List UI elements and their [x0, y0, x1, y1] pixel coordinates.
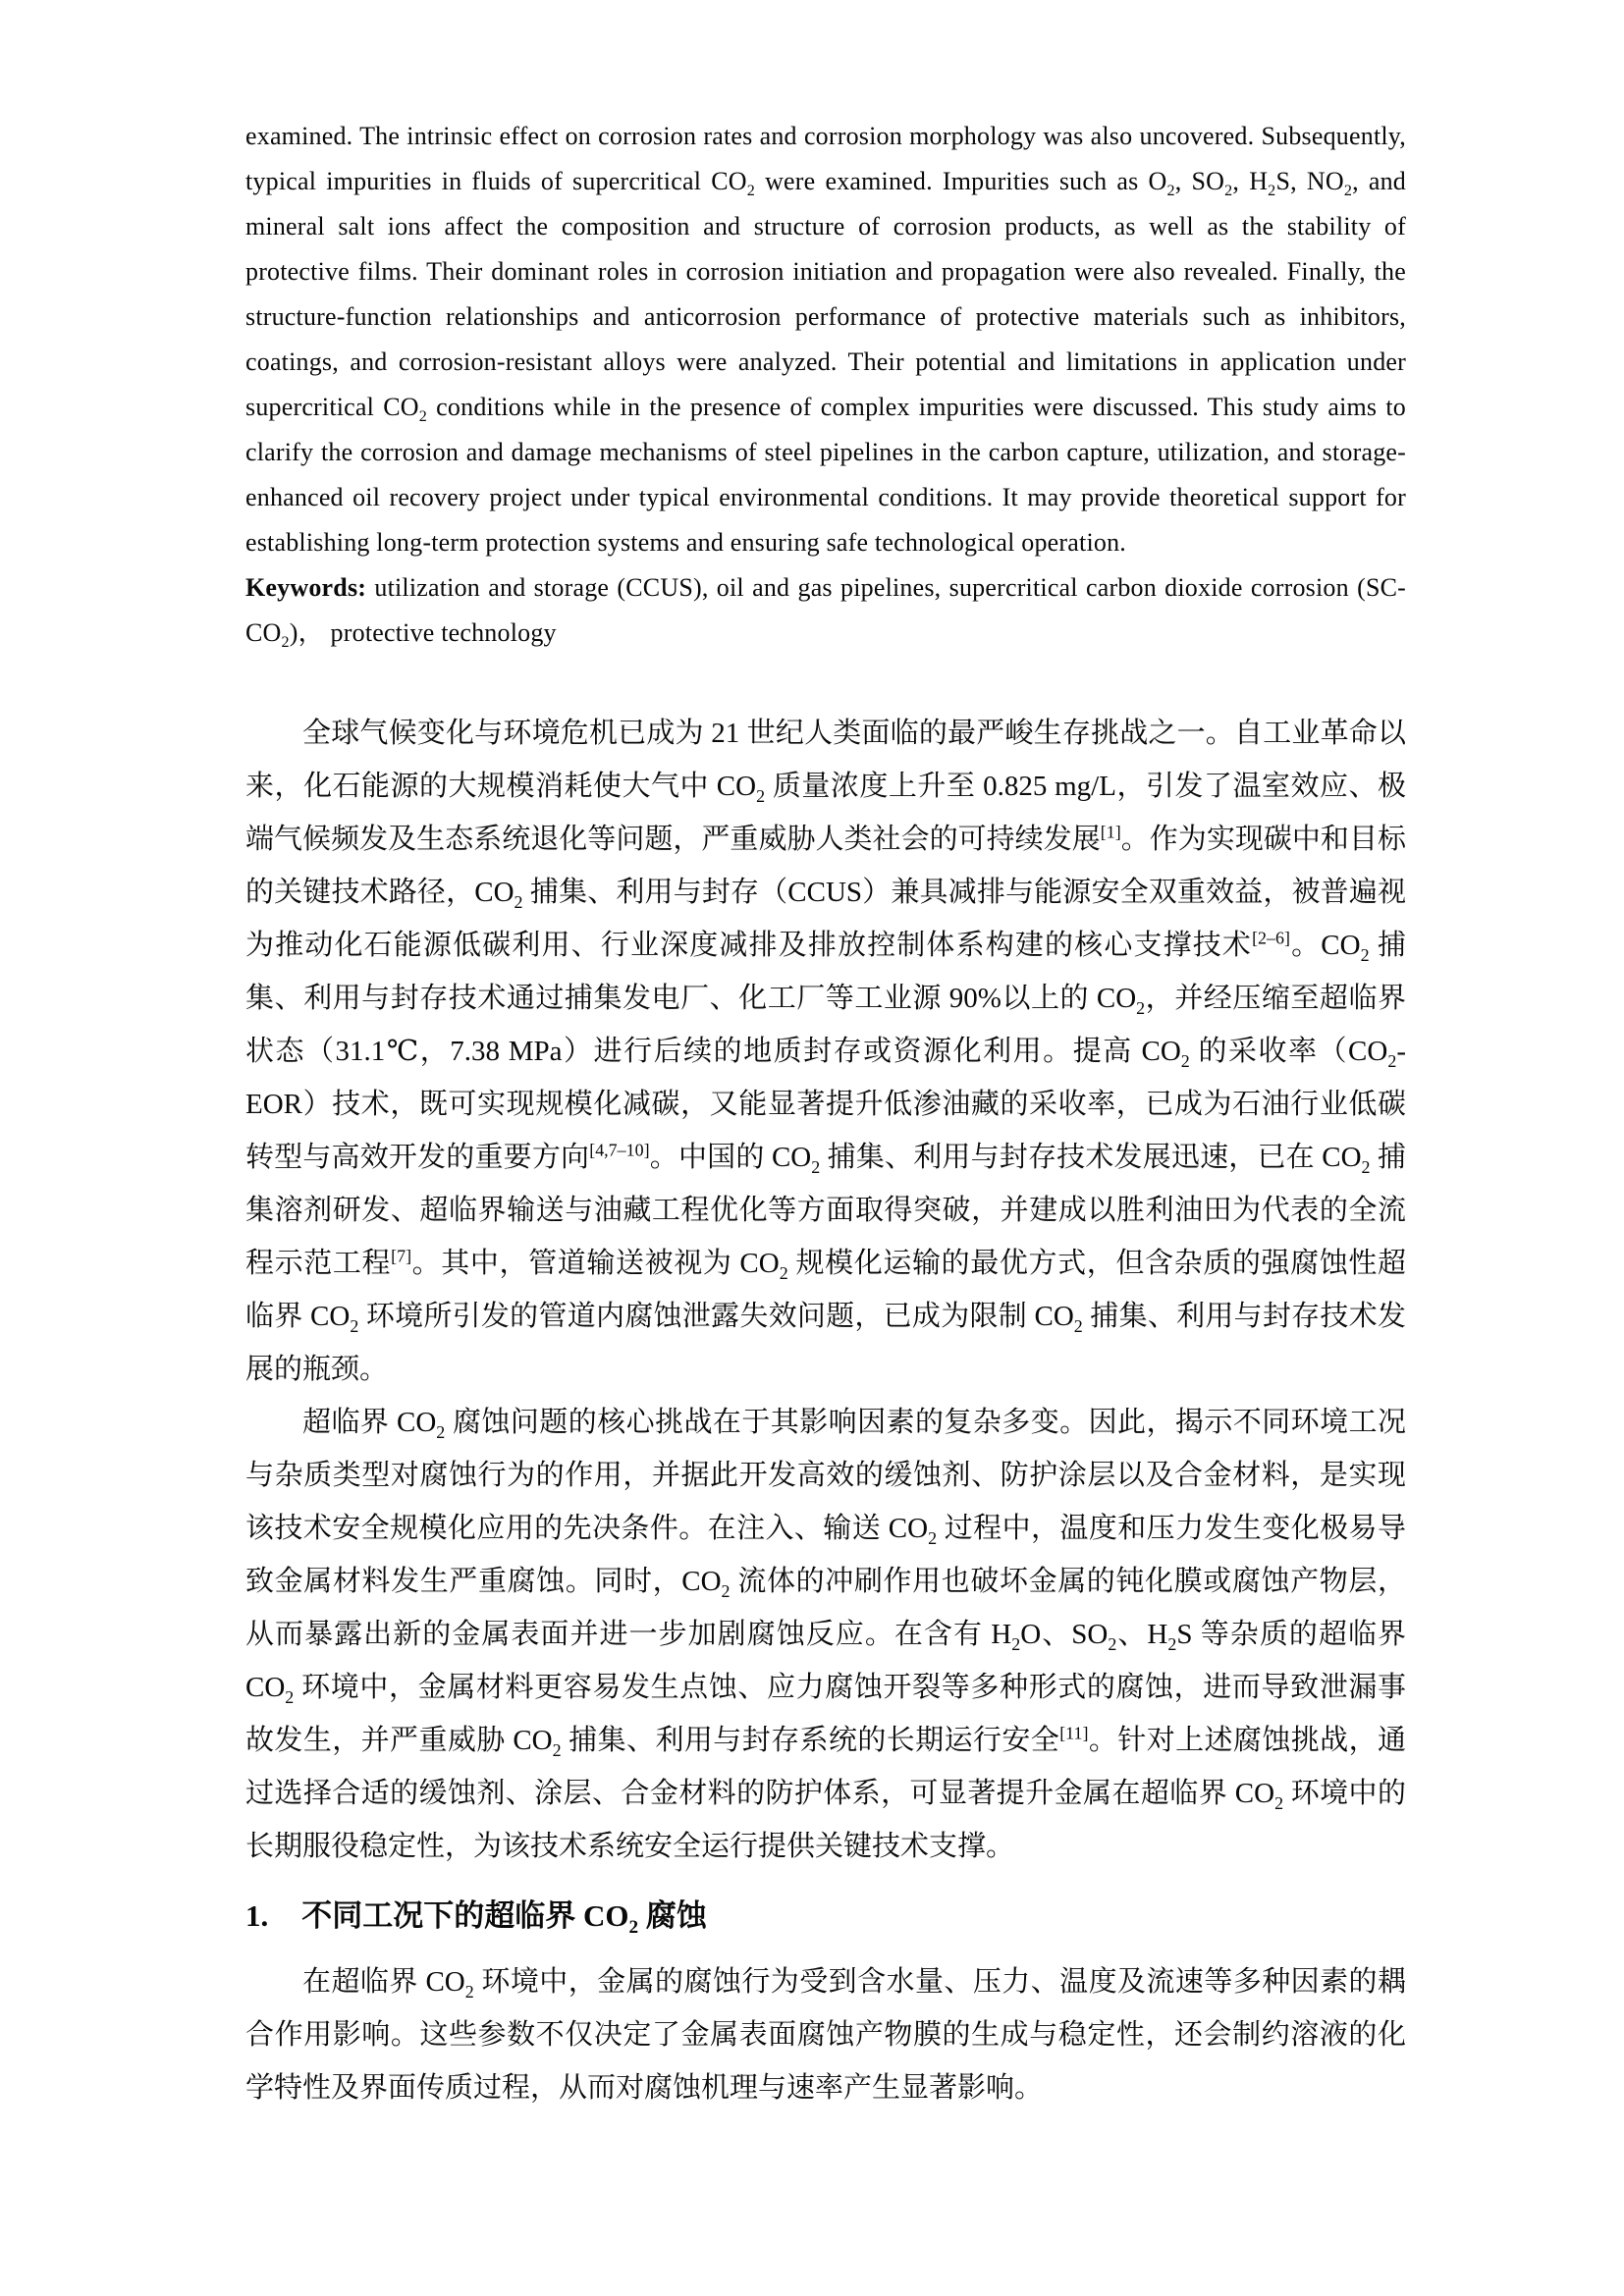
intro-paragraph-2: 超临界 $CO_2$ 腐蚀问题的核心挑战在于其影响因素的复杂多变。因此，揭示不同环境工况与杂质类型对腐蚀行为的作用，并据此开发高效的缓蚀剂、防护涂层以及合金材料，是实现该技术安全规模化应用的先决条件。在注入、输送 $CO_2$ 过程中，温度和压力发生变化极易导致金属材料发生严重腐蚀。同时，$CO_2$ 流体的冲刷作用也破坏金属的钝化膜或腐蚀产物层，从而暴露出新的金属表面并进一步加剧腐蚀反应。在含有 $H_2O$、$SO_2$、$H_2S$ 等杂质的超临界 $CO_2$ 环境中，金属材料更容易发生点蚀、应力腐蚀开裂等多种形式的腐蚀，进而导致泄漏事故发生，并严重威胁 $CO_2$ 捕集、利用与封存系统的长期运行安全[11]。针对上述腐蚀挑战，通过选择合适的缓蚀剂、涂层、合金材料的防护体系，可显著提升金属在超临界 $CO_2$ 环境中的长期服役稳定性，为该技术系统安全运行提供关键技术支撑。	[245, 1407, 1407, 1862]
section-1-title: 不同工况下的超临界 $CO_2$ 腐蚀	[301, 1898, 707, 1939]
abstract-section	[245, 114, 1406, 656]
introduction-section	[245, 707, 1406, 1873]
abstract-continuation-text: examined. The intrinsic effect on corrosion rates and corrosion morphology was also uncovered. Subsequently, typical impurities in fluids of supercritical $CO_2$ were examined. Impurities such as $O_2$, $SO_2$, $H_2S$, $NO_2$, and mineral salt ions affect the composition and structure of corrosion products, as well as the stability of protective films. Their dominant roles in corrosion initiation and propagation were also revealed. Finally, the structure-function relationships and anticorrosion performance of protective materials such as inhibitors, coatings, and corrosion-resistant alloys were analyzed. Their potential and limitations in application under supercritical $CO_2$ conditions while in the presence of complex impurities were discussed. This study aims to clarify the corrosion and damage mechanisms of steel pipelines in the carbon capture, utilization, and storage-enhanced oil recovery project under typical environmental conditions. It may provide theoretical support for establishing long-term protection systems and ensuring safe technological operation.	[245, 122, 1407, 557]
keywords-line: Keywords: utilization and storage (CCUS), oil and gas pipelines, supercritical carbon dioxide corrosion $(SC-CO_2)$， protective technology	[245, 573, 1406, 652]
section-1-paragraph: 在超临界 $CO_2$ 环境中，金属的腐蚀行为受到含水量、压力、温度及流速等多种因素的耦合作用影响。这些参数不仅决定了金属表面腐蚀产物膜的生成与稳定性，还会制约溶液的化学特性及界面传质过程，从而对腐蚀机理与速率产生显著影响。	[245, 1966, 1406, 2104]
section-1-number: 1.	[245, 1898, 269, 1933]
section-1-heading	[245, 1885, 1406, 1948]
intro-paragraph-1: 全球气候变化与环境危机已成为 21 世纪人类面临的最严峻生存挑战之一。自工业革命以来，化石能源的大规模消耗使大气中 $CO_2$ 质量浓度上升至 0.825 mg/L，引发了温室效应、极端气候频发及生态系统退化等问题，严重威胁人类社会的可持续发展[1]。作为实现碳中和目标的关键技术路径，$CO_2$ 捕集、利用与封存（CCUS）兼具减排与能源安全双重效益，被普遍视为推动化石能源低碳利用、行业深度减排及排放控制体系构建的核心支撑技术[2–6]。$CO_2$ 捕集、利用与封存技术通过捕集发电厂、化工厂等工业源 90%以上的 $CO_2$，并经压缩至超临界状态（31.1℃，7.38 MPa）进行后续的地质封存或资源化利用。提高 $CO_2$ 的采收率$(CO_2-EOR)$技术，既可实现规模化减碳，又能显著提升低渗油藏的采收率，已成为石油行业低碳转型与高效开发的重要方向[4,7–10]。中国的 $CO_2$ 捕集、利用与封存技术发展迅速，已在 $CO_2$ 捕集溶剂研发、超临界输送与油藏工程优化等方面取得突破，并建成以胜利油田为代表的全流程示范工程[7]。其中，管道输送被视为 $CO_2$ 规模化运输的最优方式，但含杂质的强腐蚀性超临界 $CO_2$ 环境所引发的管道内腐蚀泄露失效问题，已成为限制 $CO_2$ 捕集、利用与封存技术发展的瓶颈。	[245, 718, 1406, 1385]
